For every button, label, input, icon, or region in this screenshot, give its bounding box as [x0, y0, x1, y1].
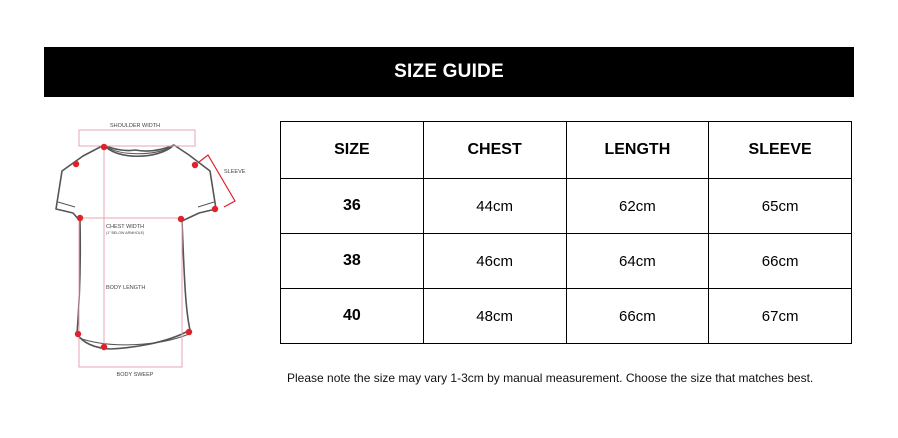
cell-length: 66cm	[566, 289, 709, 344]
cell-sleeve: 65cm	[709, 179, 852, 234]
title-banner	[44, 47, 854, 97]
measure-dot	[101, 344, 107, 350]
measure-dot	[192, 162, 198, 168]
cell-size: 38	[281, 234, 424, 289]
header-chest: CHEST	[423, 122, 566, 179]
tshirt-measurement-illustration	[50, 118, 260, 384]
measure-dot	[73, 161, 79, 167]
label-sleeve: SLEEVE	[224, 169, 246, 175]
cell-sleeve: 66cm	[709, 234, 852, 289]
sleeve-bracket	[199, 155, 235, 207]
label-chest-width: CHEST WIDTH	[106, 224, 145, 230]
tshirt-outline	[56, 145, 216, 349]
measure-dot	[101, 144, 107, 150]
measure-dot	[186, 329, 192, 335]
measure-dot	[75, 331, 81, 337]
cell-length: 64cm	[566, 234, 709, 289]
measurement-note: Please note the size may vary 1-3cm by manual measurement. Choose the size that matches best.	[287, 371, 814, 385]
header-length: LENGTH	[566, 122, 709, 179]
table-row	[281, 179, 852, 234]
cell-chest: 44cm	[423, 179, 566, 234]
label-body-sweep: BODY SWEEP	[116, 372, 154, 378]
table-row	[281, 234, 852, 289]
label-chest-width-note: (1" BELOW ARMHOLE)	[106, 231, 145, 235]
cell-chest: 46cm	[423, 234, 566, 289]
tshirt-diagram	[50, 118, 260, 384]
size-table	[280, 121, 852, 344]
page-title: SIZE GUIDE	[394, 61, 504, 82]
measure-dot	[212, 206, 218, 212]
label-body-length: BODY LENGTH	[106, 285, 146, 291]
header-sleeve: SLEEVE	[709, 122, 852, 179]
table-row	[281, 289, 852, 344]
header-size: SIZE	[281, 122, 424, 179]
measure-dot	[178, 216, 184, 222]
cell-length: 62cm	[566, 179, 709, 234]
label-shoulder-width: SHOULDER WIDTH	[109, 123, 161, 129]
measure-dot	[77, 215, 83, 221]
table-header-row	[281, 122, 852, 179]
measurement-guides	[79, 130, 195, 367]
cell-chest: 48cm	[423, 289, 566, 344]
cell-sleeve: 67cm	[709, 289, 852, 344]
measurement-points	[73, 144, 218, 350]
cell-size: 36	[281, 179, 424, 234]
cell-size: 40	[281, 289, 424, 344]
